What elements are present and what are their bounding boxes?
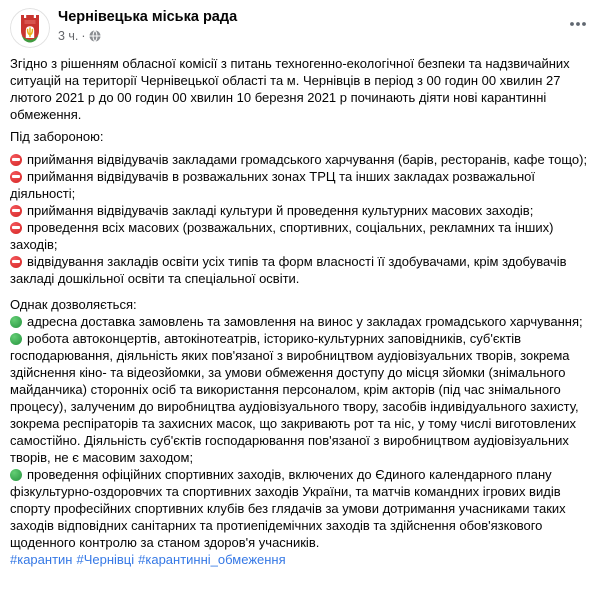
banned-item (10, 151, 596, 168)
banned-item-text: приймання відвідувачів закладі культури й проведення культурних масових заходів; (27, 203, 534, 218)
no-entry-icon (10, 171, 22, 183)
banned-item-text: проведення всіх масових (розважальних, спортивних, соціальних, рекламних та інших) заходів; (10, 220, 554, 252)
green-circle-icon (10, 316, 22, 328)
banned-section-header: Під забороною: (10, 129, 104, 144)
page-avatar[interactable] (10, 8, 50, 48)
banned-list (10, 151, 596, 287)
banned-item (10, 202, 596, 219)
allowed-item (10, 313, 596, 330)
globe-icon (89, 30, 101, 42)
coat-of-arms-icon (10, 8, 50, 48)
allowed-section-header: Однак дозволяється: (10, 297, 137, 312)
banned-item-text: приймання відвідувачів в розважальних зонах ТРЦ та інших закладах розважальної діяльності; (10, 169, 535, 201)
allowed-item-text: робота автоконцертів, автокінотеатрів, історико-культурних заповідників, суб'єктів господарювання, діяльність яких пов'язаної з виробництвом аудіовізуальних творів, зокрема здійснення кіно- та відеозйомки, за умови обмеження доступу до місця зйомки (знімального майданчика) сторонніх осіб та використання персоналом, крім акторів (під час знімального процесу), залученим до виробництва аудіовізуального твору, засобів індивідуального захисту, зокрема респіраторів та захисних масок, що закривають рот та ніс, у тому числі виготовлених самостійно. Діяльність суб'єктів господарювання пов'язаної з виробництвом аудіовізуальних творів, не є масовим заходом; (10, 331, 579, 465)
hashtag-link[interactable]: #карантин (10, 552, 73, 567)
green-circle-icon (10, 333, 22, 345)
intro-paragraph: Згідно з рішенням обласної комісії з питань техногенно-екологічної безпеки та надзвичайних ситуацій на території Чернівецької області та м. Чернівців в період з 00 годин 00 хвилин 27 лютого 2021 р до 00 годин 00 хвилин 10 березня 2021 р починають діяти нові карантинні обмеження. (10, 56, 570, 122)
hashtag-link[interactable]: #карантинні_обмеження (138, 552, 286, 567)
ellipsis-icon (568, 14, 588, 34)
post-body (10, 55, 596, 568)
banned-item (10, 168, 596, 202)
meta-separator: · (81, 29, 86, 43)
banned-item-text: відвідування закладів освіти усіх типів та форм власності її здобувачами, крім здобувачів закладі дошкільної освіти та спеціальної освіти. (10, 254, 567, 286)
post-header (10, 8, 596, 48)
more-options-button[interactable] (560, 8, 596, 43)
green-circle-icon (10, 469, 22, 481)
banned-item-text: приймання відвідувачів закладами громадського харчування (барів, ресторанів, кафе тощо); (27, 152, 588, 167)
timestamp[interactable]: 3 ч. (58, 29, 79, 43)
no-entry-icon (10, 154, 22, 166)
banned-item (10, 253, 596, 287)
hashtag-link[interactable]: #Чернівці (76, 552, 135, 567)
hashtags-row (10, 551, 596, 568)
allowed-item (10, 330, 596, 466)
allowed-item (10, 466, 596, 551)
no-entry-icon (10, 256, 22, 268)
banned-item (10, 219, 596, 253)
no-entry-icon (10, 222, 22, 234)
allowed-item-text: адресна доставка замовлень та замовлення на винос у закладах громадського харчування; (27, 314, 583, 329)
page-name[interactable]: Чернівецька міська рада (58, 9, 238, 25)
header-text-group (58, 8, 560, 44)
allowed-list (10, 313, 596, 551)
post-meta (58, 28, 560, 44)
allowed-item-text: проведення офіційних спортивних заходів, включених до Єдиного календарного плану фізкультурно-оздоровчих та спортивних заходів України, та матчів командних ігрових видів спорту професійних спортивних клубів без глядачів за умови дотримання учасниками таких заходів відповідних санітарних та протиепідемічних заходів та здійснення обов'язкового щоденного контролю за станом здоров'я учасників. (10, 467, 566, 550)
no-entry-icon (10, 205, 22, 217)
